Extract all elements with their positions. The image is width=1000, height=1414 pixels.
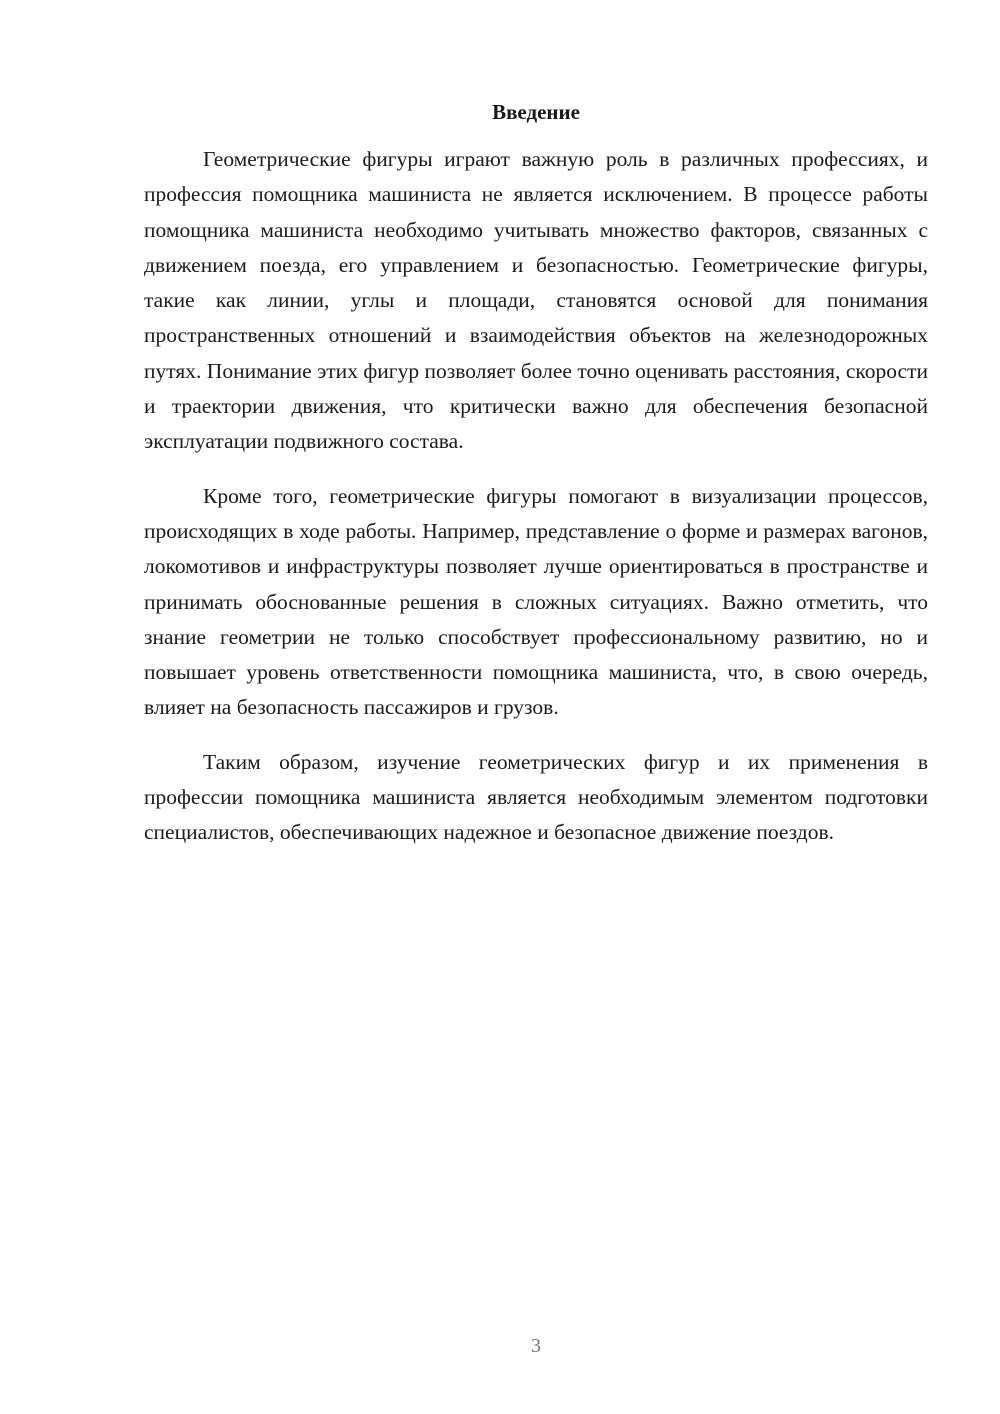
paragraph-1: Геометрические фигуры играют важную роль в различных профессиях, и профессия помощника машиниста не является исключением. В процессе работы помощника машиниста необходимо учитывать множество факторов, связанных с движением поезда, его управлением и безопасностью. Геометрические фигуры, такие как линии, углы и площади, становятся основой для понимания пространственных отношений и взаимодействия объектов на железнодорожных путях. Понимание этих фигур позволяет более точно оценивать расстояния, скорости и траектории движения, что критически важно для обеспечения безопасной эксплуатации подвижного состава. — [144, 147, 928, 454]
body-text — [144, 142, 928, 851]
page-number: 3 — [531, 1335, 541, 1357]
section-heading: Введение — [492, 100, 580, 124]
paragraph-3: Таким образом, изучение геометрических фигур и их применения в профессии помощника машиниста является необходимым элементом подготовки специалистов, обеспечивающих надежное и безопасное движение поездов. — [144, 749, 928, 845]
paragraph-2: Кроме того, геометрические фигуры помогают в визуализации процессов, происходящих в ходе работы. Например, представление о форме и размерах вагонов, локомотивов и инфраструктуры позволяет лучше ориентироваться в пространстве и принимать обоснованные решения в сложных ситуациях. Важно отметить, что знание геометрии не только способствует профессиональному развитию, но и повышает уровень ответственности помощника машиниста, что, в свою очередь, влияет на безопасность пассажиров и грузов. — [144, 483, 928, 720]
